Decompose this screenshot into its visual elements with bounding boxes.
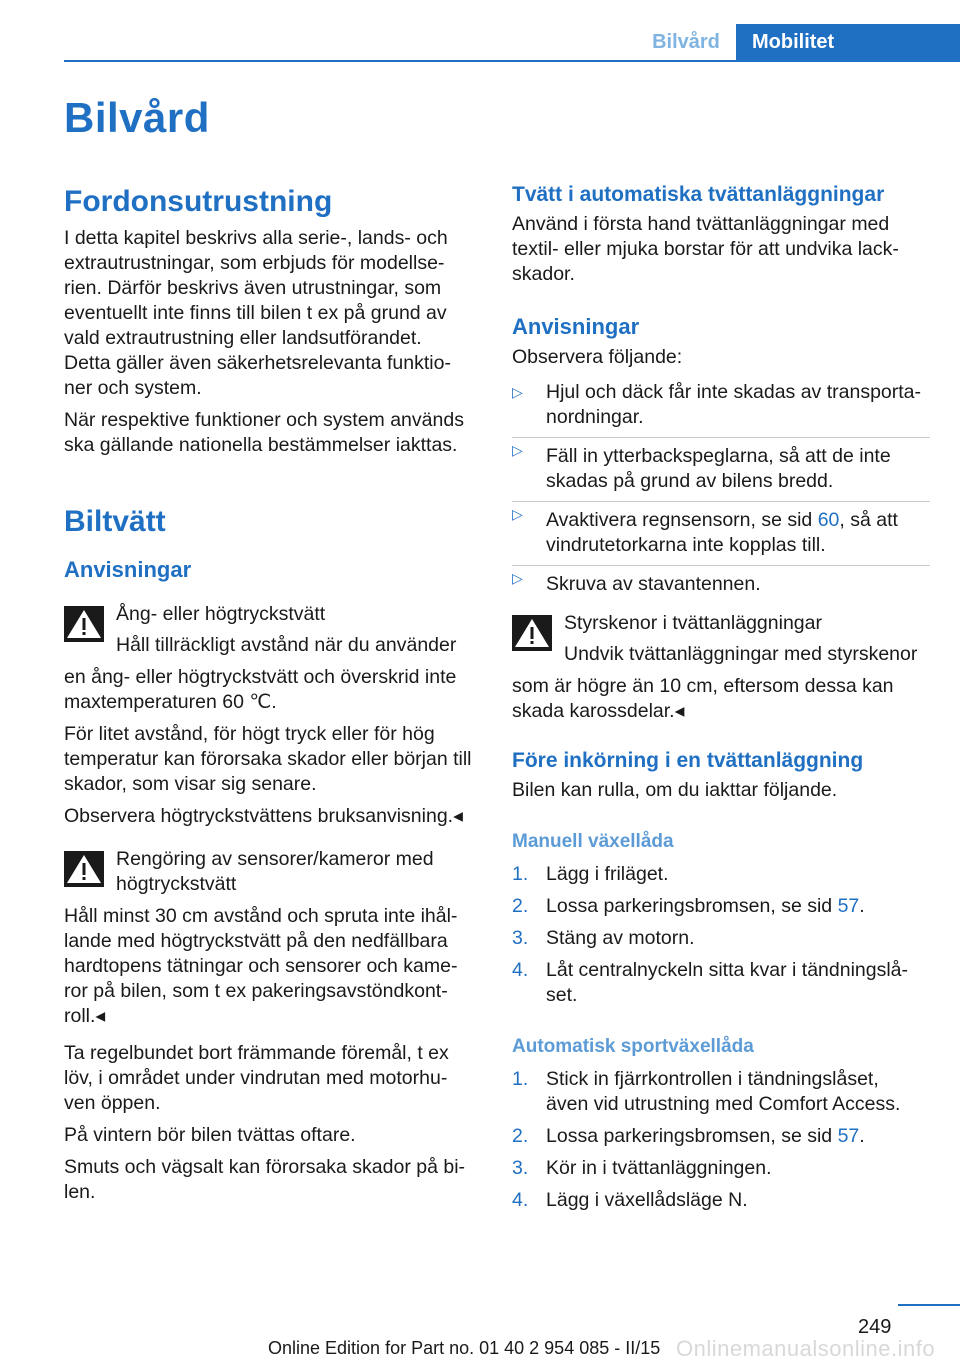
paragraph-winter: På vintern bör bilen tvättas oftare.	[64, 1124, 356, 1146]
heading-anvisningar: Anvisningar	[64, 557, 192, 582]
warning-text-rest: som är högre än 10 cm, eftersom dessa kan skada karossdelar.◂	[512, 675, 894, 722]
paragraph-may-roll: Bilen kan rulla, om du iakttar följande.	[512, 779, 838, 801]
heading-automatic-wash: Tvätt i automatiska tvättanläggningar	[512, 183, 885, 206]
step-number: 3.	[512, 1157, 529, 1179]
page-title: Bilvård	[64, 94, 210, 141]
bullet-triangle-icon: ▷	[512, 384, 523, 400]
step-number: 2.	[512, 895, 529, 917]
list-item: 2. Lossa parkeringsbromsen, se sid 57.	[512, 895, 865, 917]
warning-text-rest: en ång- eller högtryckstvätt och överskrid inte maxtemperaturen 60 ℃.	[64, 666, 457, 713]
page-reference-link[interactable]: 57	[837, 895, 860, 917]
heading-fordonsutrustning: Fordonsutrustning	[64, 185, 333, 218]
tab-bilvard[interactable]: Bilvård	[652, 31, 720, 53]
chapter-tabs	[0, 24, 960, 60]
footer-rule	[898, 1304, 960, 1306]
list-item: 4. Lägg i växellådsläge N.	[512, 1189, 748, 1211]
paragraph-regulations: När respektive funktioner och system används ska gällande nationella bestämmelser iakttas.	[64, 409, 464, 456]
warning-block-steam	[64, 602, 482, 658]
paragraph-observe: Observera följande:	[512, 346, 683, 368]
list-item: ▷ Hjul och däck får inte skadas av transporta- nordningar.	[512, 381, 922, 428]
left-column	[64, 182, 482, 1212]
edition-footer: Online Edition for Part no. 01 40 2 954 085 - II/15	[268, 1338, 661, 1358]
paragraph-distance: För litet avstånd, för högt tryck eller för hög temperatur kan förorsaka skador eller början till skador, som visar sig senare.	[64, 723, 472, 795]
heading-automatic-gearbox: Automatisk sportväxellåda	[512, 1036, 754, 1057]
right-column	[512, 182, 930, 1220]
warning-text-first: Håll tillräckligt avstånd när du använder	[116, 634, 457, 656]
list-item: 2. Lossa parkeringsbromsen, se sid 57.	[512, 1125, 865, 1147]
warning-text-first: Undvik tvättanläggningar med styrskenor	[564, 643, 918, 665]
list-item: ▷ Avaktivera regnsensorn, se sid 60, så att vindrutetorkarna inte kopplas till.	[512, 501, 930, 558]
warning-block-guide-rails	[512, 611, 930, 667]
heading-before-wash: Före inkörning i en tvättanläggning	[512, 749, 864, 772]
list-item: ▷ Fäll in ytterbackspeglarna, så att de inte skadas på grund av bilens bredd.	[512, 437, 930, 494]
warning-block-sensors	[64, 847, 482, 897]
warning-triangle-icon	[64, 606, 104, 642]
warning-title: Styrskenor i tvättanläggningar	[564, 612, 822, 634]
warning-triangle-icon	[64, 851, 104, 887]
heading-biltvatt: Biltvätt	[64, 505, 166, 538]
bullet-triangle-icon: ▷	[512, 506, 523, 522]
step-number: 4.	[512, 959, 529, 981]
bullet-triangle-icon: ▷	[512, 570, 523, 586]
list-item: 3. Stäng av motorn.	[512, 927, 695, 949]
heading-anvisningar-right: Anvisningar	[512, 314, 640, 339]
heading-manual-gearbox: Manuell växellåda	[512, 831, 674, 852]
paragraph-intro: I detta kapitel beskrivs alla serie-, lands- och extrautrustningar, som erbjuds för modellse- rien. Därför beskrivs även utrustningar, som eventuellt inte finns till bilen t ex på grund av vald extrautrustning eller landsutförandet. Detta gäller även säkerhetsrelevanta funktio- ner och system.	[64, 227, 451, 399]
step-number: 1.	[512, 863, 529, 885]
page-reference-link[interactable]: 57	[837, 1125, 860, 1147]
warning-text-rest: Håll minst 30 cm avstånd och spruta inte ihål- lande med högtryckstvätt på den nedfällbara hardtopens tätningar och sensorer och kame- ror på bilen, som t ex pakeringsavstöndkont- roll.◂	[64, 905, 458, 1027]
page-number: 249	[858, 1316, 892, 1338]
warning-triangle-icon	[512, 615, 552, 651]
automatic-steps-list	[512, 1067, 930, 1213]
list-item: 4. Låt centralnyckeln sitta kvar i tändningslå- set.	[512, 959, 909, 1006]
list-item: 1. Stick in fjärrkontrollen i tändningslåset, även vid utrustning med Comfort Access.	[512, 1068, 901, 1115]
paragraph-foreign-objects: Ta regelbundet bort främmande föremål, t ex löv, i området under vindrutan med motorhu- ven öppen.	[64, 1042, 449, 1114]
instructions-list	[512, 380, 930, 597]
warning-title: Ång- eller högtryckstvätt	[116, 603, 326, 625]
manual-steps-list	[512, 862, 930, 1008]
step-number: 3.	[512, 927, 529, 949]
header-rule	[64, 60, 960, 62]
list-item: 3. Kör in i tvättanläggningen.	[512, 1157, 772, 1179]
paragraph-road-salt: Smuts och vägsalt kan förorsaka skador på bi- len.	[64, 1156, 466, 1203]
watermark: Onlinemanualsonline.info	[676, 1336, 936, 1361]
warning-title: Rengöring av sensorer/kameror med högtryckstvätt	[116, 848, 434, 895]
page-reference-link[interactable]: 60	[817, 509, 840, 531]
step-number: 2.	[512, 1125, 529, 1147]
paragraph-manual-note: Observera högtryckstvättens bruksanvisning.◂	[64, 805, 463, 827]
step-number: 1.	[512, 1068, 529, 1090]
list-item: 1. Lägg i friläget.	[512, 863, 669, 885]
bullet-triangle-icon: ▷	[512, 442, 523, 458]
paragraph-automatic-wash: Använd i första hand tvättanläggningar med textil- eller mjuka borstar för att undvika lack- skador.	[512, 213, 899, 285]
step-number: 4.	[512, 1189, 529, 1211]
list-item: ▷ Skruva av stavantennen.	[512, 565, 930, 597]
tab-mobilitet[interactable]: Mobilitet	[736, 24, 960, 60]
